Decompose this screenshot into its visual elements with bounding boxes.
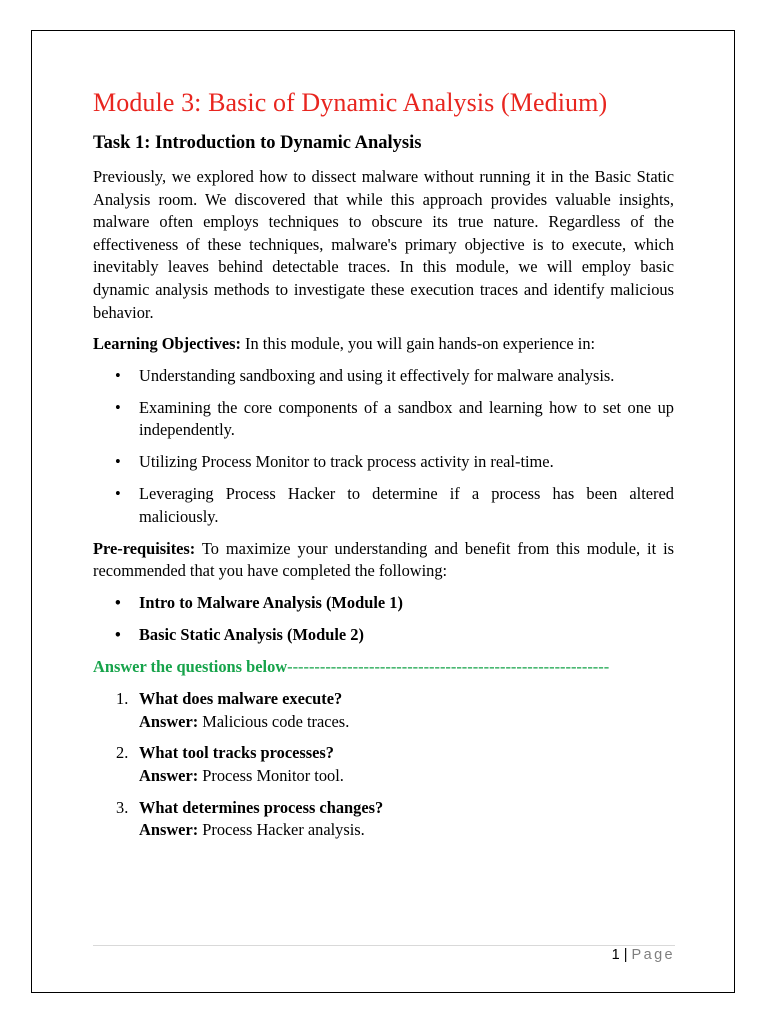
objective-text: Utilizing Process Monitor to track process activity in real-time. (139, 452, 554, 472)
objective-item (93, 483, 674, 528)
intro-paragraph: Previously, we explored how to dissect malware without running it in the Basic Static Analysis room. We discovered that while this approach provides valuable insights, malware often employs techniques to obscure its true nature. Regardless of the effectiveness of these techniques, malware's primary objective is to execute, which inevitably leaves behind detectable traces. In this module, we will employ basic dynamic analysis methods to investigate these execution traces and identify malicious behavior. (93, 167, 674, 322)
objective-text: Examining the core components of a sandbox and learning how to set one up independently. (139, 397, 674, 440)
answer-text: Process Monitor tool. (198, 765, 344, 785)
bullet-icon: • (115, 452, 121, 472)
objective-item (93, 397, 674, 442)
answers-heading-text: Answer the questions below (93, 657, 288, 677)
objective-text: Understanding sandboxing and using it effectively for malware analysis. (139, 365, 615, 385)
question-text: What does malware execute? (139, 689, 343, 709)
answers-heading-dashes: ----------------------------------------------------------- (287, 657, 610, 677)
question-number: 3. (116, 797, 129, 817)
document-body (93, 86, 674, 851)
objective-item (93, 451, 674, 474)
prerequisites-list (93, 592, 674, 647)
question-text: What tool tracks processes? (139, 743, 334, 763)
page-footer (612, 946, 675, 964)
answer-label: Answer: (139, 820, 199, 840)
module-title: Module 3: Basic of Dynamic Analysis (Medium) (93, 88, 608, 117)
bullet-icon: • (115, 365, 121, 385)
prerequisites-paragraph (93, 538, 674, 583)
answer-label: Answer: (139, 711, 199, 731)
page-number: 1 (611, 947, 620, 963)
questions-list (93, 688, 674, 842)
answer-text: Malicious code traces. (198, 711, 350, 731)
question-item (93, 742, 674, 787)
page-word: Page (631, 947, 675, 963)
footer-separator: | (619, 947, 632, 963)
bullet-icon: • (115, 397, 121, 417)
prerequisite-text: Intro to Malware Analysis (Module 1) (139, 593, 403, 613)
objectives-label: Learning Objectives: (93, 334, 241, 354)
prerequisites-label: Pre-requisites: (93, 538, 196, 558)
objectives-text: In this module, you will gain hands-on experience in: (240, 334, 596, 354)
bullet-icon: • (115, 593, 121, 613)
question-number: 2. (116, 743, 129, 763)
prerequisite-item (93, 624, 674, 647)
prerequisites-text: To maximize your understanding and benefit from this module, it is recommended that you have completed the following: (93, 538, 674, 581)
answer-text: Process Hacker analysis. (198, 820, 365, 840)
footer-divider (93, 945, 675, 946)
objective-text: Leveraging Process Hacker to determine if a process has been altered maliciously. (139, 484, 674, 526)
question-text: What determines process changes? (139, 797, 384, 817)
prerequisite-text: Basic Static Analysis (Module 2) (139, 625, 364, 645)
question-item (93, 688, 674, 733)
answer-label: Answer: (139, 765, 199, 785)
question-item (93, 797, 674, 842)
objectives-list (93, 365, 674, 529)
question-number: 1. (116, 689, 129, 709)
answers-heading (93, 656, 674, 679)
objective-item (93, 365, 674, 388)
task-heading: Task 1: Introduction to Dynamic Analysis (93, 133, 422, 153)
bullet-icon: • (115, 625, 121, 645)
bullet-icon: • (115, 484, 121, 504)
prerequisite-item (93, 592, 674, 615)
objectives-paragraph (93, 333, 674, 356)
